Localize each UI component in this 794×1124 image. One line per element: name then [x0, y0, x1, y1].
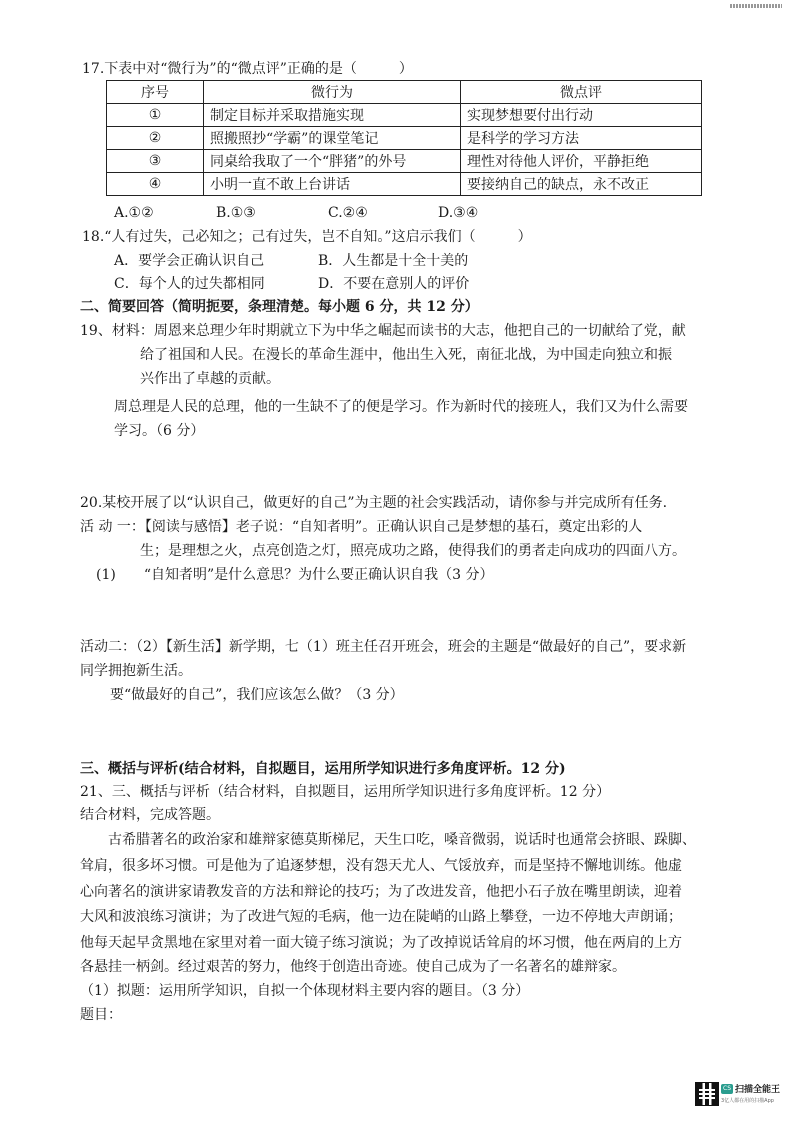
- q17-option-c: C.②④: [328, 205, 368, 221]
- q20-intro: 20.某校开展了以“认识自己，做更好的自己”为主题的社会实践活动，请你参与并完成所有任务.: [80, 495, 668, 511]
- q17-stem: 17.下表中对“微行为”的“微点评”正确的是（ ）: [82, 61, 413, 77]
- q21-subquestion1: （1）拟题：运用所学知识，自拟一个体现材料主要内容的题目。（3 分）: [80, 983, 530, 999]
- q20-activity2-line1: 活动二：（2）【新生活】新学期，七（1）班主任召开班会，班会的主题是“做最好的自己”，要求新: [80, 639, 687, 655]
- q19-line1: 19、材料：周恩来总理少年时期就立下为中华之崛起而读书的大志，他把自己的一切献给了党，献: [80, 323, 686, 339]
- section3-heading: 三、概括与评析(结合材料，自拟题目，运用所学知识进行多角度评析。12 分): [80, 761, 566, 777]
- q17-option-a: A.①②: [114, 205, 154, 221]
- cell-comment: 理性对待他人评价，平静拒绝: [461, 150, 702, 173]
- table-row: [107, 127, 702, 150]
- cell-index: ②: [107, 127, 204, 150]
- q21-paragraph-line2: 耸肩，很多坏习惯。可是他为了追逐梦想，没有怨天尤人、气馁放弃，而是坚持不懈地训练。他虚: [80, 858, 682, 874]
- cell-behavior: 同桌给我取了一个“胖猪”的外号: [204, 150, 461, 173]
- table-header-row: [107, 81, 702, 104]
- q20-activity2-question: 要“做最好的自己”，我们应该怎么做？（3 分）: [110, 687, 404, 703]
- q21-line2: 结合材料，完成答题。: [80, 807, 220, 823]
- cell-index: ④: [107, 173, 204, 196]
- q18-option-b: B．人生都是十全十美的: [318, 253, 469, 269]
- camscanner-tagline: 3亿人都在用的扫描App: [721, 1098, 774, 1104]
- q21-paragraph-line6: 各悬挂一柄剑。经过艰苦的努力，他终于创造出奇迹。使自己成为了一名著名的雄辩家。: [80, 959, 626, 975]
- cell-index: ①: [107, 104, 204, 127]
- camscanner-logo: CS: [723, 1085, 731, 1092]
- q18-option-a: A．要学会正确认识自己: [114, 253, 265, 269]
- cell-comment: 实现梦想要付出行动: [461, 104, 702, 127]
- q21-title-label: 题目：: [80, 1007, 122, 1023]
- cell-behavior: 制定目标并采取措施实现: [204, 104, 461, 127]
- q19-line4: 周总理是人民的总理，他的一生缺不了的便是学习。作为新时代的接班人，我们又为什么需要: [114, 399, 688, 415]
- scanner-watermark: [695, 1082, 787, 1110]
- q19-line3: 兴作出了卓越的贡献。: [140, 371, 280, 387]
- q20-activity2-line2: 同学拥抱新生活。: [80, 663, 192, 679]
- q21-line1: 21、三、概括与评析（结合材料，自拟题目，运用所学知识进行多角度评析。12 分）: [80, 784, 611, 800]
- table-row: [107, 150, 702, 173]
- camscanner-name: 扫描全能王: [735, 1085, 781, 1095]
- cell-comment: 要接纳自己的缺点，永不改正: [461, 173, 702, 196]
- header-behavior: 微行为: [204, 81, 461, 104]
- q21-paragraph-line3: 心向著名的演讲家请教发音的方法和辩论的技巧；为了改进发音，他把小石子放在嘴里朗读，迎着: [80, 884, 682, 900]
- q18-option-d: D．不要在意别人的评价: [318, 276, 470, 292]
- q18-stem: 18.“人有过失，己必知之；己有过失，岂不自知。”这启示我们（ ）: [82, 229, 532, 245]
- q17-option-d: D.③④: [438, 205, 479, 221]
- header-index: 序号: [107, 81, 204, 104]
- q21-paragraph-line4: 大风和波浪练习演讲；为了改进气短的毛病，他一边在陡峭的山路上攀登，一边不停地大声朗诵；: [80, 909, 682, 925]
- q20-activity1-line2: 生；是理想之火，点亮创造之灯，照亮成功之路，使得我们的勇者走向成功的四面八方。: [140, 543, 686, 559]
- cell-behavior: 照搬照抄“学霸”的课堂笔记: [204, 127, 461, 150]
- table-row: [107, 104, 702, 127]
- header-comment: 微点评: [461, 81, 702, 104]
- section2-heading: 二、简要回答（简明扼要，条理清楚。每小题 6 分，共 12 分）: [80, 299, 479, 315]
- qr-code-icon: [695, 1082, 719, 1106]
- q21-paragraph-line5: 他每天起早贪黑地在家里对着一面大镜子练习演说；为了改掉说话耸肩的坏习惯，他在两肩的上方: [80, 935, 682, 951]
- cell-index: ③: [107, 150, 204, 173]
- cell-comment: 是科学的学习方法: [461, 127, 702, 150]
- scan-header-mark: [730, 4, 782, 8]
- q20-activity1-line1: 活 动 一：【阅读与感悟】老子说：“自知者明”。正确认识自己是梦想的基石，奠定出彩的人: [80, 519, 643, 535]
- q20-activity1-question: (1) “自知者明”是什么意思？为什么要正确认识自我（3 分）: [96, 567, 494, 583]
- q21-paragraph-line1: 古希腊著名的政治家和雄辩家德莫斯梯尼，天生口吃，嗓音微弱，说话时也通常会挤眼、跺脚、: [108, 832, 696, 848]
- q19-line5: 学习。（6 分）: [114, 423, 205, 439]
- q19-line2: 给了祖国和人民。在漫长的革命生涯中，他出生入死，南征北战，为中国走向独立和振: [140, 347, 672, 363]
- table-row: [107, 173, 702, 196]
- q18-option-c: C．每个人的过失都相同: [114, 276, 265, 292]
- q17-table: [106, 80, 702, 196]
- q17-option-b: B.①③: [216, 205, 256, 221]
- cell-behavior: 小明一直不敢上台讲话: [204, 173, 461, 196]
